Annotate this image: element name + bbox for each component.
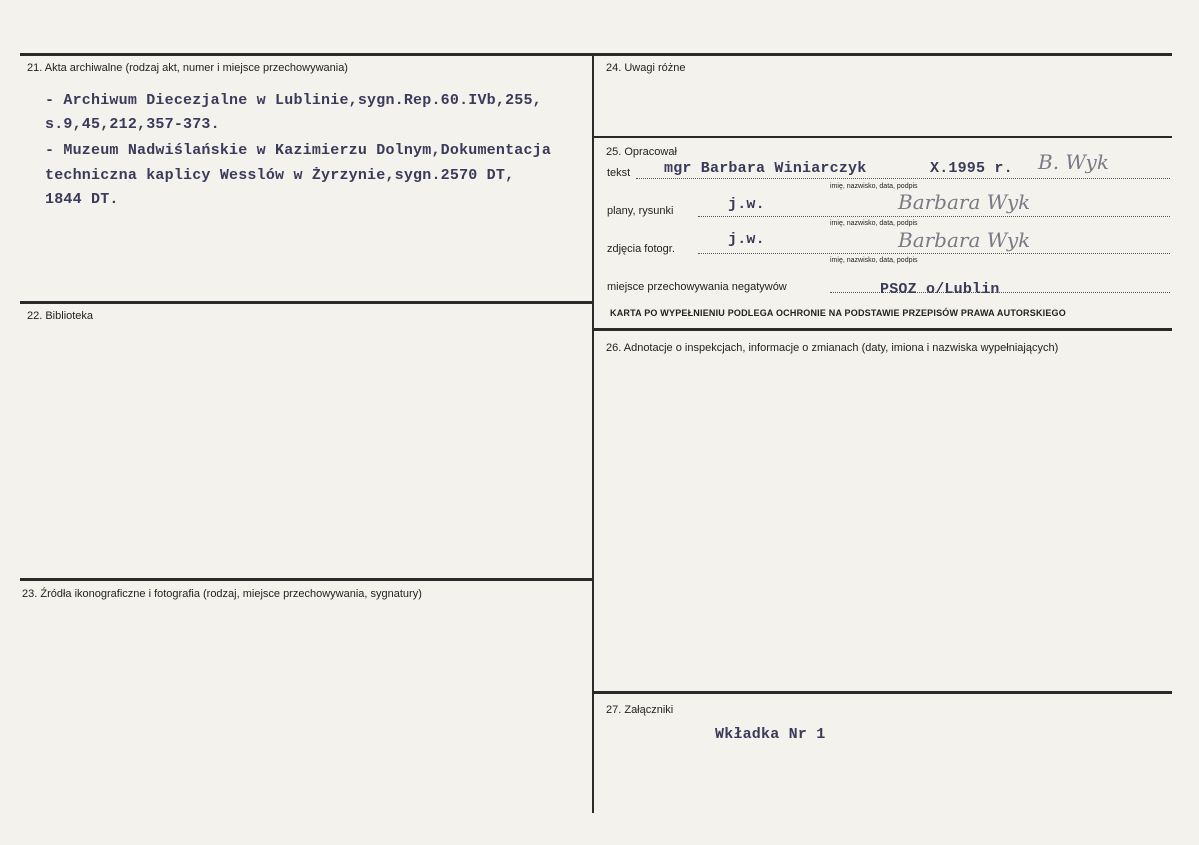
tekst-date: X.1995 r. [930, 160, 1013, 177]
center-divider [592, 53, 594, 813]
archive-line-4: techniczna kaplicy Wesslów w Żyrzynie,sygn.2570 DT, [45, 167, 515, 184]
section-27-label: 27. Załączniki [606, 704, 674, 716]
tekst-line [636, 178, 1170, 179]
rule-22-23 [20, 578, 594, 581]
rule-24-25 [594, 136, 1172, 138]
plany-caption: imię, nazwisko, data, podpis [830, 220, 918, 227]
rule-26-27 [594, 691, 1172, 694]
section-22-label: 22. Biblioteka [27, 310, 94, 322]
plany-label: plany, rysunki [607, 205, 674, 217]
section-26-label: 26. Adnotacje o inspekcjach, informacje o zmianach (daty, imiona i nazwiska wypełniających) [606, 342, 1059, 354]
tekst-signature: B. Wyk [1038, 150, 1109, 174]
plany-value: j.w. [728, 196, 765, 213]
rule-25-26 [594, 328, 1172, 331]
section-21-label: 21. Akta archiwalne (rodzaj akt, numer i miejsce przechowywania) [27, 62, 348, 74]
section-24-label: 24. Uwagi różne [606, 62, 686, 74]
rule-21-22 [20, 301, 594, 304]
archive-line-2: s.9,45,212,357-373. [45, 116, 220, 133]
attachment-value: Wkładka Nr 1 [715, 726, 826, 743]
archive-line-3: - Muzeum Nadwiślańskie w Kazimierzu Dolnym,Dokumentacja [45, 142, 552, 159]
plany-signature: Barbara Wyk [898, 190, 1031, 214]
zdjecia-value: j.w. [728, 231, 765, 248]
plany-line [698, 216, 1170, 217]
archive-line-1: - Archiwum Diecezjalne w Lublinie,sygn.Rep.60.IVb,255, [45, 92, 542, 109]
negatives-label: miejsce przechowywania negatywów [607, 281, 787, 293]
zdjecia-caption: imię, nazwisko, data, podpis [830, 257, 918, 264]
section-25-label: 25. Opracował [606, 146, 677, 158]
tekst-label: tekst [607, 167, 631, 179]
copyright-notice: KARTA PO WYPEŁNIENIU PODLEGA OCHRONIE NA PODSTAWIE PRZEPISÓW PRAWA AUTORSKIEGO [610, 308, 1066, 318]
negatives-value: PSOZ o/Lublin [880, 281, 1000, 298]
tekst-value: mgr Barbara Winiarczyk [664, 160, 867, 177]
zdjecia-line [698, 253, 1170, 254]
archive-line-5: 1844 DT. [45, 191, 119, 208]
zdjecia-label: zdjęcia fotogr. [607, 243, 675, 255]
top-rule [20, 53, 1172, 56]
section-23-label: 23. Źródła ikonograficzne i fotografia (rodzaj, miejsce przechowywania, sygnatury) [22, 588, 422, 600]
zdjecia-signature: Barbara Wyk [898, 228, 1031, 252]
tekst-caption: imię, nazwisko, data, podpis [830, 183, 918, 190]
